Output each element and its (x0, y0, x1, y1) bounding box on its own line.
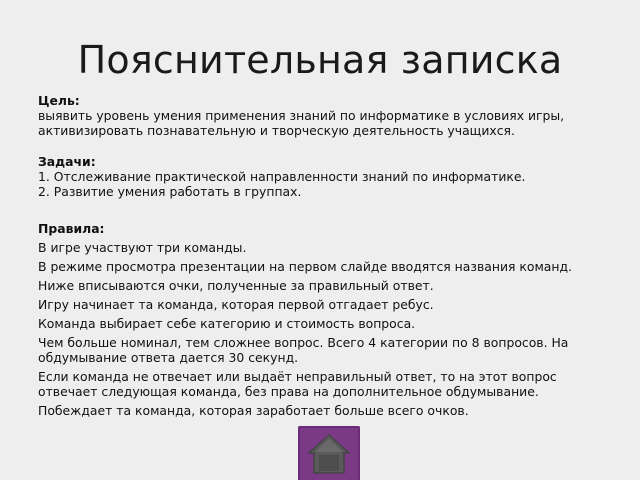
spacer (38, 138, 598, 154)
rule-item: Команда выбирает себе категорию и стоимость вопроса. (38, 316, 416, 331)
rules-heading: Правила: (38, 221, 105, 236)
rule-item: В режиме просмотра презентации на первом слайде вводятся названия команд. (38, 259, 573, 274)
slide-title: Пояснительная записка (77, 38, 563, 82)
goal-heading: Цель: (38, 93, 80, 108)
rule-item: Побеждает та команда, которая заработает больше всего очков. (38, 403, 469, 418)
home-icon (307, 433, 351, 475)
home-button[interactable] (298, 426, 360, 480)
task-item: 2. Развитие умения работать в группах. (38, 184, 302, 199)
task-item: 1. Отслеживание практической направленности знаний по информатике. (38, 169, 526, 184)
tasks-heading: Задачи: (38, 154, 96, 169)
rule-item: Чем больше номинал, тем сложнее вопрос. Всего 4 категории по 8 вопросов. На обдумывание ответа дается 30 секунд. (38, 335, 569, 365)
spacer (38, 199, 598, 221)
rule-item: Ниже вписываются очки, полученные за правильный ответ. (38, 278, 434, 293)
rule-item: Игру начинает та команда, которая первой отгадает ребус. (38, 297, 434, 312)
slide-content (38, 93, 598, 418)
goal-text: выявить уровень умения применения знаний по информатике в условиях игры, активизировать познавательную и творческую деятельность учащихся. (38, 108, 565, 138)
rule-item: Если команда не отвечает или выдаёт неправильный ответ, то на этот вопрос отвечает следующая команда, без права на дополнительное обдумывание. (38, 369, 557, 399)
rule-item: В игре участвуют три команды. (38, 240, 247, 255)
